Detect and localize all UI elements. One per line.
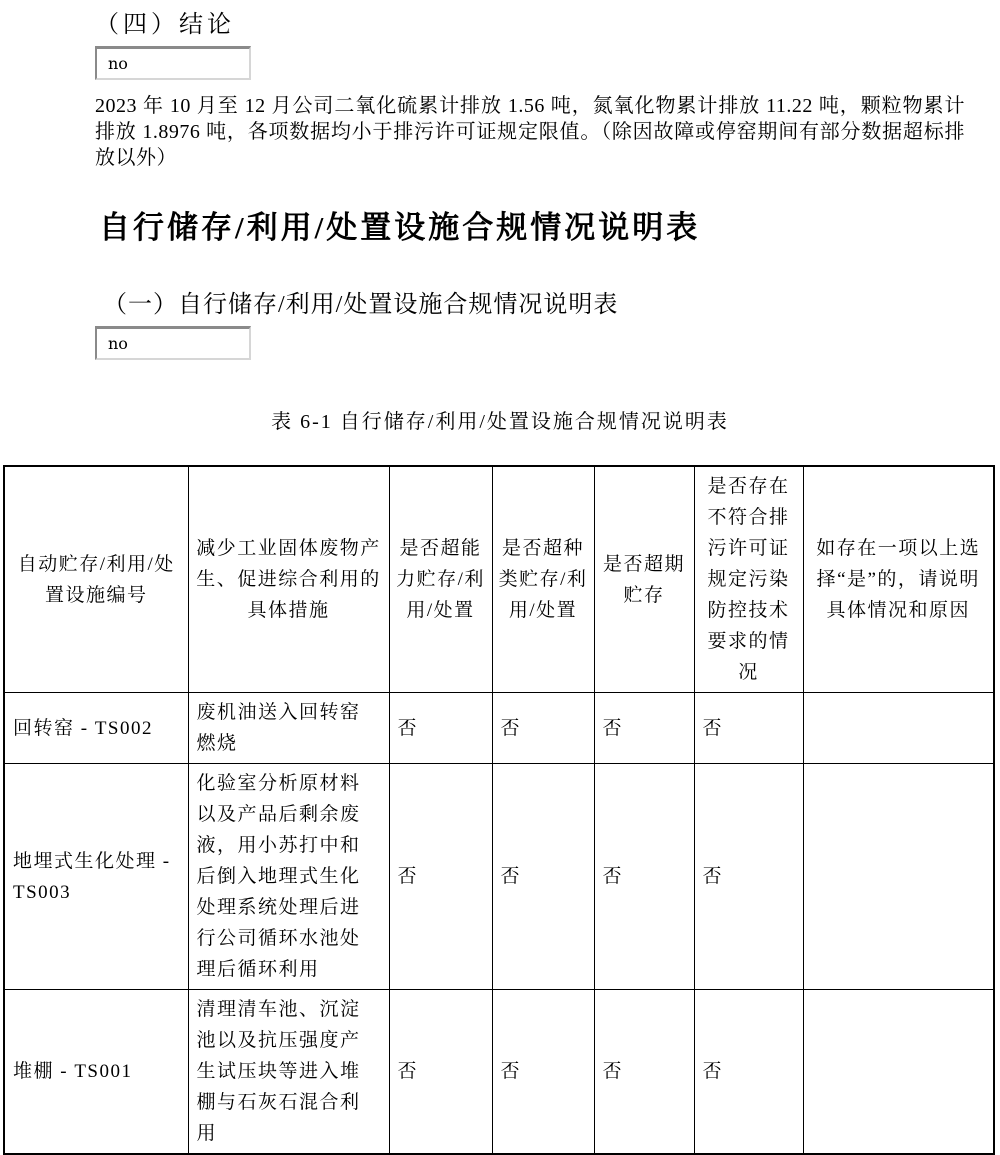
conclusion-input-value: no xyxy=(108,54,128,73)
conclusion-paragraph: 2023 年 10 月至 12 月公司二氧化硫累计排放 1.56 吨，氮氧化物累计排放 11.22 吨，颗粒物累计排放 1.8976 吨，各项数据均小于排污许可证规定限值。（除因故障或停窑期间有部分数据超标排放以外） xyxy=(95,95,965,169)
cell-explanation xyxy=(803,990,994,1155)
cell-noncompliance: 否 xyxy=(694,990,803,1155)
cell-facility-id: 回转窑 - TS002 xyxy=(4,693,188,764)
cell-facility-id: 地埋式生化处理 - TS003 xyxy=(4,764,188,990)
header-over-type: 是否超种类贮存/利用/处置 xyxy=(492,466,594,693)
section-heading-table: （一）自行储存/利用/处置设施合规情况说明表 xyxy=(103,292,619,318)
table-section-input[interactable] xyxy=(95,326,251,360)
cell-over-type: 否 xyxy=(492,990,594,1155)
table-caption: 表 6-1 自行储存/利用/处置设施合规情况说明表 xyxy=(271,411,729,433)
cell-measures: 化验室分析原材料以及产品后剩余废液，用小苏打中和后倒入地理式生化处理系统处理后进行公司循环水池处理后循环利用 xyxy=(188,764,389,990)
cell-over-time: 否 xyxy=(594,764,694,990)
cell-measures: 废机油送入回转窑燃烧 xyxy=(188,693,389,764)
table-row xyxy=(4,693,994,764)
cell-explanation xyxy=(803,764,994,990)
cell-over-type: 否 xyxy=(492,764,594,990)
main-title: 自行储存/利用/处置设施合规情况说明表 xyxy=(99,210,701,245)
compliance-table xyxy=(3,465,995,1155)
header-measures: 减少工业固体废物产生、促进综合利用的具体措施 xyxy=(188,466,389,693)
cell-measures: 清理清车池、沉淀池以及抗压强度产生试压块等进入堆棚与石灰石混合利用 xyxy=(188,990,389,1155)
header-noncompliance: 是否存在不符合排污许可证规定污染防控技术要求的情况 xyxy=(694,466,803,693)
section-heading-conclusion: （四）结论 xyxy=(95,12,235,38)
cell-over-capacity: 否 xyxy=(389,990,492,1155)
cell-over-time: 否 xyxy=(594,693,694,764)
table-header-row xyxy=(4,466,994,693)
cell-noncompliance: 否 xyxy=(694,693,803,764)
conclusion-input[interactable] xyxy=(95,46,251,80)
document-page xyxy=(0,4,1000,1155)
table-row xyxy=(4,764,994,990)
cell-over-type: 否 xyxy=(492,693,594,764)
header-over-capacity: 是否超能力贮存/利用/处置 xyxy=(389,466,492,693)
table-section-input-value: no xyxy=(108,334,128,353)
cell-over-capacity: 否 xyxy=(389,693,492,764)
header-explanation: 如存在一项以上选择“是”的，请说明具体情况和原因 xyxy=(803,466,994,693)
cell-noncompliance: 否 xyxy=(694,764,803,990)
header-facility-id: 自动贮存/利用/处置设施编号 xyxy=(4,466,188,693)
cell-over-capacity: 否 xyxy=(389,764,492,990)
cell-explanation xyxy=(803,693,994,764)
cell-over-time: 否 xyxy=(594,990,694,1155)
header-over-time: 是否超期贮存 xyxy=(594,466,694,693)
table-row xyxy=(4,990,994,1155)
cell-facility-id: 堆棚 - TS001 xyxy=(4,990,188,1155)
